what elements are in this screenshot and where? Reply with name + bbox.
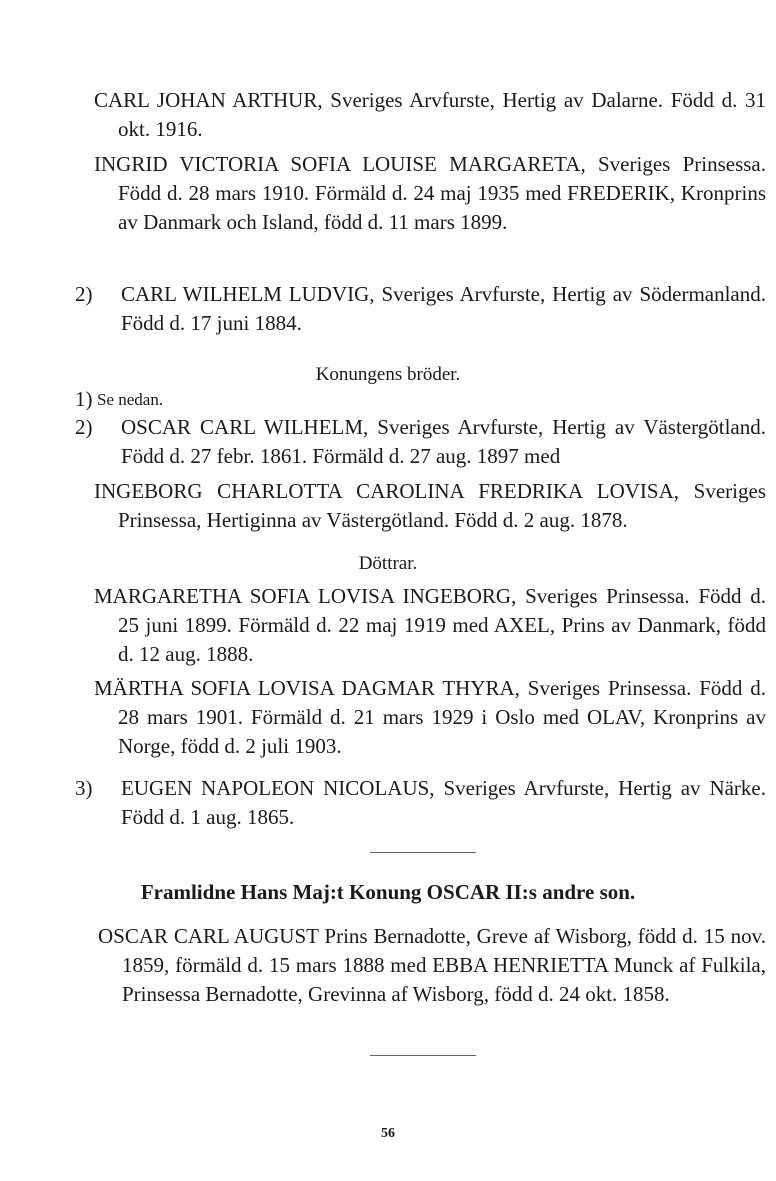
entry-text: OSCAR CARL AUGUST Prins Bernadotte, Greve af Wisborg, född d. 15 nov. 1859, förmäld d. 15 mars 1888 med EBBA HENRIETTA Munck af Fulkila, Prinsessa Bernadotte, Grevinna af Wisborg, född d. 24 okt. 1858. — [98, 924, 766, 1006]
entry-text: MÄRTHA SOFIA LOVISA DAGMAR THYRA, Sveriges Prinsessa. Född d. 28 mars 1901. Förmäld d. 21 mars 1929 i Oslo med OLAV, Kronprins av Norge, född d. 2 juli 1903. — [94, 676, 766, 758]
entry-carl-johan-arthur — [94, 86, 766, 144]
entry-text: INGRID VICTORIA SOFIA LOUISE MARGARETA, Sveriges Prinsessa. Född d. 28 mars 1910. Förmäld d. 24 maj 1935 med FREDERIK, Kronprins av Danmark och Island, född d. 11 mars 1899. — [94, 152, 766, 234]
entry-text: Se nedan. — [97, 390, 164, 409]
entry-ingeborg — [94, 477, 766, 535]
entry-text: OSCAR CARL WILHELM, Sveriges Arvfurste, Hertig av Västergötland. Född d. 27 febr. 1861. Förmäld d. 27 aug. 1897 med — [121, 415, 766, 468]
entry-carl-wilhelm-ludvig — [75, 280, 766, 338]
entry-se-nedan — [75, 385, 769, 414]
entry-number: 2) — [75, 282, 93, 306]
entry-number: 3) — [75, 776, 93, 800]
entry-martha — [94, 674, 766, 761]
entry-text: MARGARETHA SOFIA LOVISA INGEBORG, Sveriges Prinsessa. Född d. 25 juni 1899. Förmäld d. 22 maj 1919 med AXEL, Prins av Danmark, född d. 12 aug. 1888. — [94, 584, 766, 666]
page-number: 56 — [381, 1126, 395, 1141]
entry-text: CARL JOHAN ARTHUR, Sveriges Arvfurste, Hertig av Dalarne. Född d. 31 okt. 1916. — [94, 88, 766, 141]
entry-ingrid — [94, 150, 766, 237]
divider-rule — [370, 1055, 476, 1056]
entry-text: CARL WILHELM LUDVIG, Sveriges Arvfurste, Hertig av Södermanland. Född d. 17 juni 1884. — [121, 282, 766, 335]
heading-oscar-ii-son: Framlidne Hans Maj:t Konung OSCAR II:s andre son. — [140, 880, 636, 904]
entry-text: EUGEN NAPOLEON NICOLAUS, Sveriges Arvfurste, Hertig av Närke. Född d. 1 aug. 1865. — [121, 776, 766, 829]
entry-number: 1) — [75, 387, 93, 411]
entry-oscar-carl-august — [98, 922, 766, 1009]
entry-oscar-carl-wilhelm — [75, 413, 766, 471]
entry-eugen — [75, 774, 766, 832]
heading-dottrar: Döttrar. — [358, 553, 418, 574]
divider-rule — [370, 852, 476, 853]
entry-margaretha — [94, 582, 766, 669]
entry-number: 2) — [75, 415, 93, 439]
entry-text: INGEBORG CHARLOTTA CAROLINA FREDRIKA LOVISA, Sveriges Prinsessa, Hertiginna av Västergötland. Född d. 2 aug. 1878. — [94, 479, 766, 532]
heading-konungens-broder: Konungens bröder. — [315, 364, 461, 385]
